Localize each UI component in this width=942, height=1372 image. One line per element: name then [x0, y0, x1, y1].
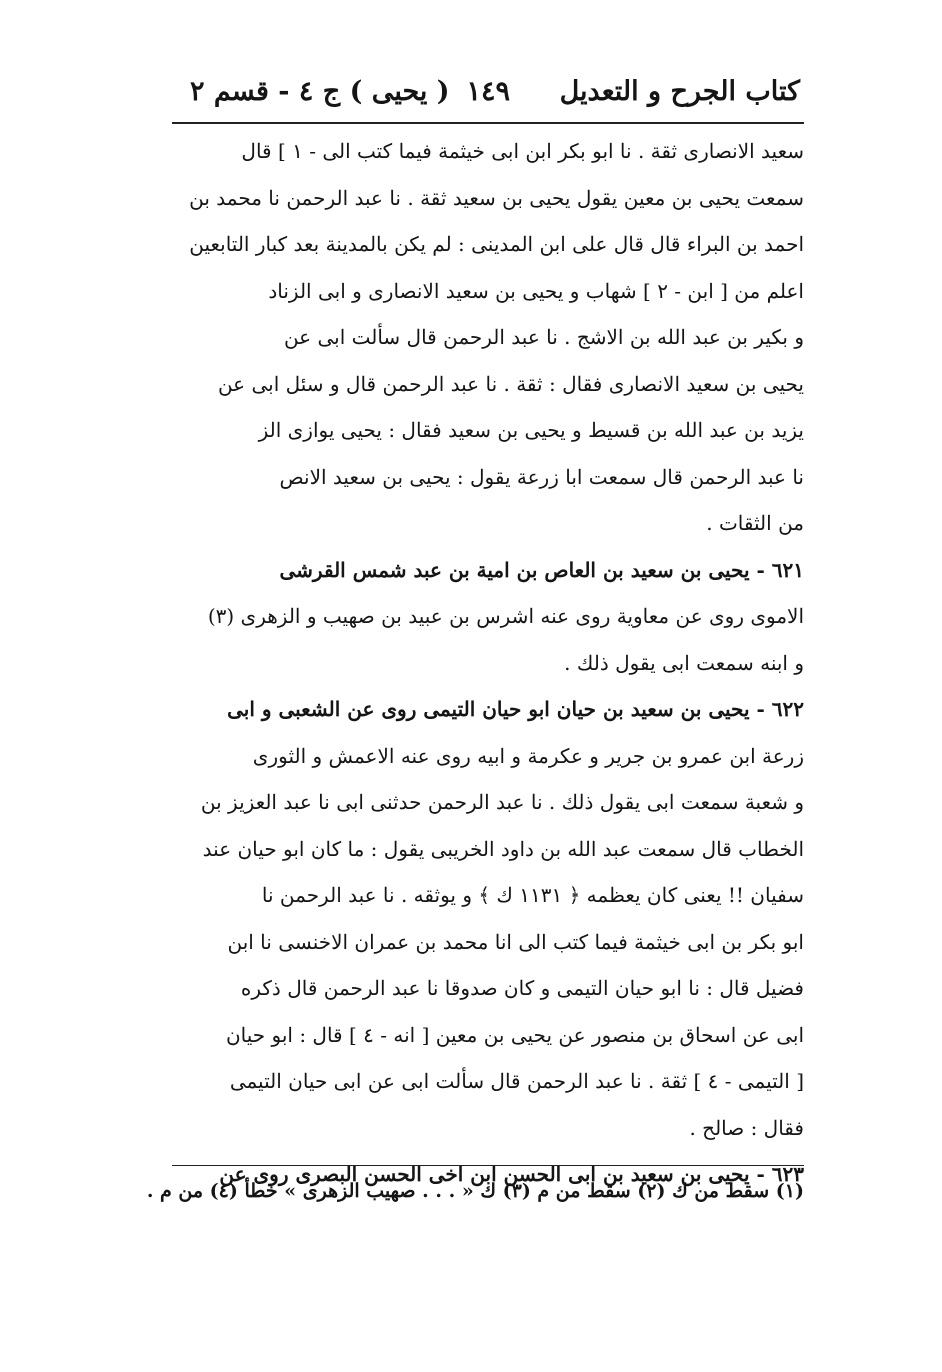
text-line: احمد بن البراء قال قال على ابن المدينى : لم يكن بالمدينة بعد كبار التابعين	[189, 232, 804, 256]
text-line: اعلم من [ ابن - ٢ ] شهاب و يحيى بن سعيد الانصارى و ابى الزناد	[268, 278, 804, 303]
entry-621-heading: ٦٢١ - يحيى بن سعيد بن العاص بن امية بن عبد شمس القرشى	[279, 557, 804, 582]
text-line: الاموى روى عن معاوية روى عنه اشرس بن عبيد بن صهيب و الزهرى (٣)	[207, 604, 804, 628]
text-line: الخطاب قال سمعت عبد الله بن داود الخريبى يقول : ما كان ابو حيان عند	[202, 836, 804, 861]
text-line: فقال : صالح .	[689, 1115, 804, 1140]
body-text	[172, 128, 804, 1198]
text-line: و بكير بن عبد الله بن الاشج . نا عبد الرحمن قال سألت ابى عن	[283, 325, 804, 349]
page-header	[180, 76, 800, 120]
text-line: و ابنه سمعت ابى يقول ذلك .	[564, 650, 804, 675]
footnote-rule	[172, 1165, 804, 1166]
text-line: ابو بكر بن ابى خيثمة فيما كتب الى انا محمد بن عمران الاخنسى نا ابن	[227, 929, 804, 954]
text-line: سمعت يحيى بن معين يقول يحيى بن سعيد ثقة . نا عبد الرحمن نا محمد بن	[189, 185, 804, 210]
footnotes: (١) سقط من ك (٢) سقط من م (٣) ك « . . . صهيب الزهرى » خطأ (٤) من م .	[146, 1180, 804, 1202]
volume-label: ( يحيى ) ج ٤ - قسم ٢	[190, 76, 450, 107]
entry-623-heading: ٦٢٣ - يحيى بن سعيد بن ابى الحسن ابن اخى الحسن البصرى روى عن	[219, 1162, 804, 1186]
text-line: ابى عن اسحاق بن منصور عن يحيى بن معين [ انه - ٤ ] قال : ابو حيان	[225, 1022, 804, 1047]
text-line: يزيد بن عبد الله بن قسيط و يحيى بن سعيد فقال : يحيى يوازى الز	[258, 418, 804, 442]
text-line: سعيد الانصارى ثقة . نا ابو بكر ابن ابى خيثمة فيما كتب الى - ١ ] قال	[241, 139, 804, 163]
text-line: يحيى بن سعيد الانصارى فقال : ثقة . نا عبد الرحمن قال و سئل ابى عن	[217, 371, 804, 396]
header-rule	[172, 122, 804, 124]
text-line: من الثقات .	[706, 511, 804, 535]
page-number: ١٤٩	[466, 76, 510, 107]
text-line: [ التيمى - ٤ ] ثقة . نا عبد الرحمن قال سألت ابى عن ابى حيان التيمى	[229, 1069, 804, 1093]
text-line: فضيل قال : نا ابو حيان التيمى و كان صدوقا نا عبد الرحمن قال ذكره	[240, 976, 804, 1000]
text-line: زرعة ابن عمرو بن جرير و عكرمة و ابيه روى عنه الاعمش و الثورى	[252, 743, 804, 768]
text-line: سفيان !! يعنى كان يعظمه ﴿ ١١٣١ ك ﴾ و يوثقه . نا عبد الرحمن نا	[261, 883, 804, 907]
text-line: نا عبد الرحمن قال سمعت ابا زرعة يقول : يحيى بن سعيد الانص	[279, 464, 804, 489]
text-line: و شعبة سمعت ابى يقول ذلك . نا عبد الرحمن حدثنى ابى نا عبد العزيز بن	[200, 790, 804, 814]
book-title: كتاب الجرح و التعديل	[559, 76, 800, 107]
entry-622-heading: ٦٢٢ - يحيى بن سعيد بن حيان ابو حيان التيمى روى عن الشعبى و ابى	[227, 697, 804, 721]
